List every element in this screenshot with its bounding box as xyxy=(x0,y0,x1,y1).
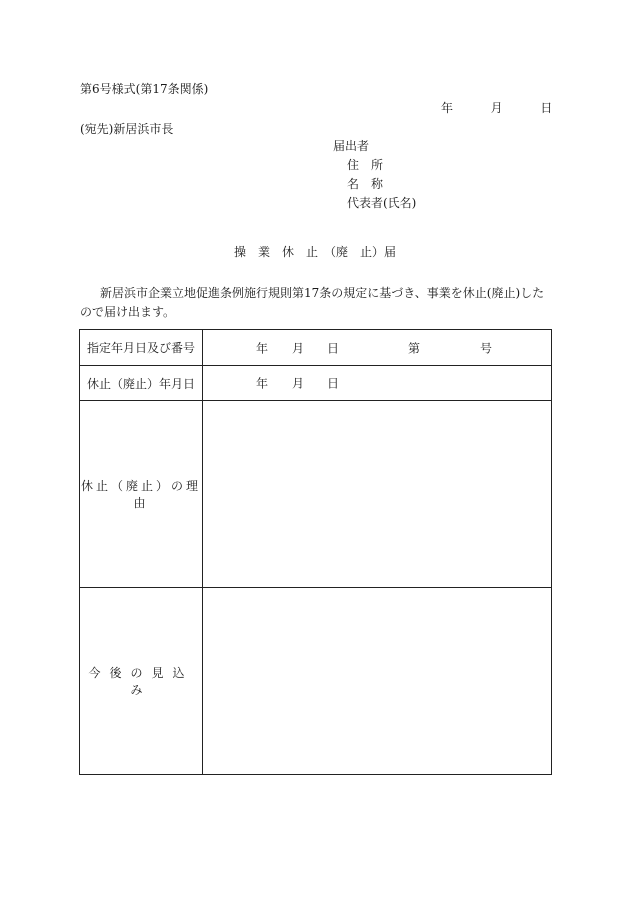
table-row xyxy=(80,401,552,588)
outlook-label: 今後の見込み xyxy=(80,588,203,775)
suspension-date-label: 休止（廃止）年月日 xyxy=(80,366,203,401)
date-day-label: 日 xyxy=(540,101,553,115)
designation-day-label: 日 xyxy=(327,341,340,355)
designation-month-label: 月 xyxy=(292,341,305,355)
suspension-reason-label: 休止（廃止）の理由 xyxy=(80,401,203,588)
addressee: (宛先)新居浜市長 xyxy=(80,122,174,136)
reporter-name-label: 名 称 xyxy=(347,177,384,191)
date-year-label: 年 xyxy=(441,101,454,115)
document-title: 操 業 休 止 （廃 止）届 xyxy=(233,245,396,259)
designation-field[interactable] xyxy=(203,330,552,366)
suspension-reason-field[interactable] xyxy=(203,401,552,588)
suspension-month-label: 月 xyxy=(292,376,305,391)
suspension-year-label: 年 xyxy=(256,376,269,391)
reporter-label: 届出者 xyxy=(333,139,370,153)
designation-label: 指定年月日及び番号 xyxy=(80,330,203,366)
designation-dai-label: 第 xyxy=(408,341,421,355)
reporter-block xyxy=(333,137,416,213)
reporter-address-label: 住 所 xyxy=(347,158,384,172)
table-row xyxy=(80,366,552,401)
form-number: 第6号様式(第17条関係) xyxy=(80,82,209,96)
designation-year-label: 年 xyxy=(256,341,269,355)
suspension-day-label: 日 xyxy=(327,376,340,391)
form-table xyxy=(79,329,552,775)
table-row xyxy=(80,330,552,366)
table-row xyxy=(80,588,552,775)
date-month-label: 月 xyxy=(490,101,503,115)
body-text: 新居浜市企業立地促進条例施行規則第17条の規定に基づき、事業を休止(廃止)したので届け出ます。 xyxy=(80,286,545,319)
reporter-representative-label: 代表者(氏名) xyxy=(347,196,417,210)
suspension-date-field[interactable] xyxy=(203,366,552,401)
designation-go-label: 号 xyxy=(480,341,493,355)
outlook-field[interactable] xyxy=(203,588,552,775)
submission-date xyxy=(441,99,552,116)
